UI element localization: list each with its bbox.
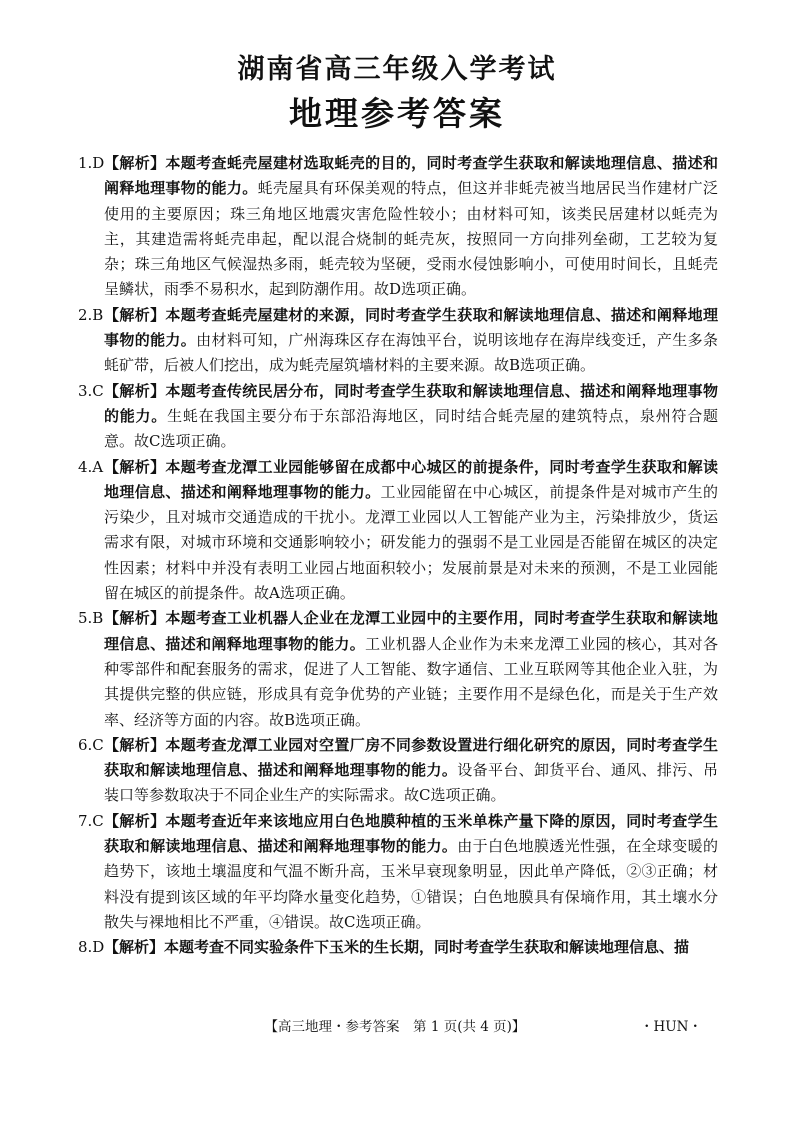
answer-body: 由材料可知，广州海珠区存在海蚀平台，说明该地存在海岸线变迁，产生多条蚝矿带，后被人们挖出，成为蚝壳屋筑墙材料的主要来源。故B选项正确。 [104,331,718,375]
answer-lead: 【解析】本题考查龙潭工业园能够留在成都中心城区的前提条件，同时考查学生获取和解读地理信息、描述和阐释地理事物的能力。 [104,457,718,501]
answer-body: 工业机器人企业作为未来龙潭工业园的核心，其对各种零部件和配套服务的需求，促进了人工智能、数字通信、工业互联网等其他企业入驻，为其提供完整的供应链，形成具有竞争优势的产业链；主要作用不是绿色化，而是关于生产效率、经济等方面的内容。故B选项正确。 [104,634,718,729]
answer-item-1 [78,151,718,303]
footer-page-info: 【高三地理・参考答案 第 1 页(共 4 页)】 [264,1019,526,1035]
answer-number: 2.B [78,305,104,324]
answer-number: 5.B [78,609,104,628]
answer-body: 生蚝在我国主要分布于东部沿海地区，同时结合蚝壳屋的建筑特点，泉州符合题意。故C选项正确。 [104,406,718,451]
answer-lead: 【解析】本题考查传统民居分布，同时考查学生获取和解读地理信息、描述和阐释地理事物的能力。 [104,381,718,425]
answer-body: 设备平台、卸货平台、通风、排污、吊装口等参数取决于不同企业生产的实际需求。故C选项正确。 [104,761,718,805]
answer-lead: 【解析】本题考查蚝壳屋建材的来源，同时考查学生获取和解读地理信息、描述和阐释地理事物的能力。 [104,305,718,350]
answer-lead: 【解析】本题考查龙潭工业园对空置厂房不同参数设置进行细化研究的原因，同时考查学生获取和解读地理信息、描述和阐释地理事物的能力。 [104,735,718,780]
answer-lead: 【解析】本题考查不同实验条件下玉米的生长期，同时考查学生获取和解读地理信息、描 [104,938,690,957]
answer-item-3 [78,379,718,455]
answer-body: 由于白色地膜透光性强，在全球变暖的趋势下，该地土壤温度和气温不断升高，玉米早衰现象明显，因此单产降低，②③正确；材料没有提到该区域的年平均降水量变化趋势，①错误；白色地膜具有保墒作用，其土壤水分散失与裸地相比不严重，④错误。故C选项正确。 [104,837,718,931]
answer-item-7 [78,809,718,935]
page-header [0,52,794,136]
answer-item-5 [78,606,718,732]
answer-number: 1.D [78,154,105,172]
answer-list [78,151,718,961]
answer-body: 蚝壳屋具有环保美观的特点，但这并非蚝壳被当地居民当作建材广泛使用的主要原因；珠三角地区地震灾害危险性较小；由材料可知，该类民居建材以蚝壳为主，其建造需将蚝壳串起，配以混合烧制的蚝壳灰，按照同一方向排列垒砌，工艺较为复杂；珠三角地区气候湿热多雨，蚝壳较为坚硬，受雨水侵蚀影响小，可使用时间长，且蚝壳呈鳞状，雨季不易积水，起到防潮作用。故D选项正确。 [104,179,718,299]
page-subtitle: 地理参考答案 [289,94,505,133]
answer-lead: 【解析】本题考查蚝壳屋建材选取蚝壳的目的，同时考查学生获取和解读地理信息、描述和阐释地理事物的能力。 [104,154,718,198]
answer-number: 4.A [78,457,104,476]
answer-item-6 [78,733,718,809]
answer-lead: 【解析】本题考查工业机器人企业在龙潭工业园中的主要作用，同时考查学生获取和解读地理信息、描述和阐释地理事物的能力。 [104,609,718,653]
answer-number: 6.C [78,735,104,754]
answer-number: 7.C [78,811,104,830]
answer-body: 工业园能留在中心城区，前提条件是对城市产生的污染少，且对城市交通造成的干扰小。龙潭工业园以人工智能产业为主，污染排放少，货运需求有限，对城市环境和交通影响较小；研发能力的强弱不是工业园是否能留在城区的决定性因素；材料中并没有表明工业园占地面积较小；发展前景是对未来的预测，不是工业园能留在城区的前提条件。故A选项正确。 [104,482,718,603]
page-title: 湖南省高三年级入学考试 [237,54,557,85]
answer-number: 8.D [78,938,105,957]
answer-item-8 [78,935,718,960]
answer-lead: 【解析】本题考查近年来该地应用白色地膜种植的玉米单株产量下降的原因，同时考查学生获取和解读地理信息、描述和阐释地理事物的能力。 [104,811,718,856]
answer-item-4 [78,455,718,607]
answer-number: 3.C [78,381,104,400]
footer-region-code: ・HUN・ [640,1019,702,1035]
answer-item-2 [78,303,718,379]
